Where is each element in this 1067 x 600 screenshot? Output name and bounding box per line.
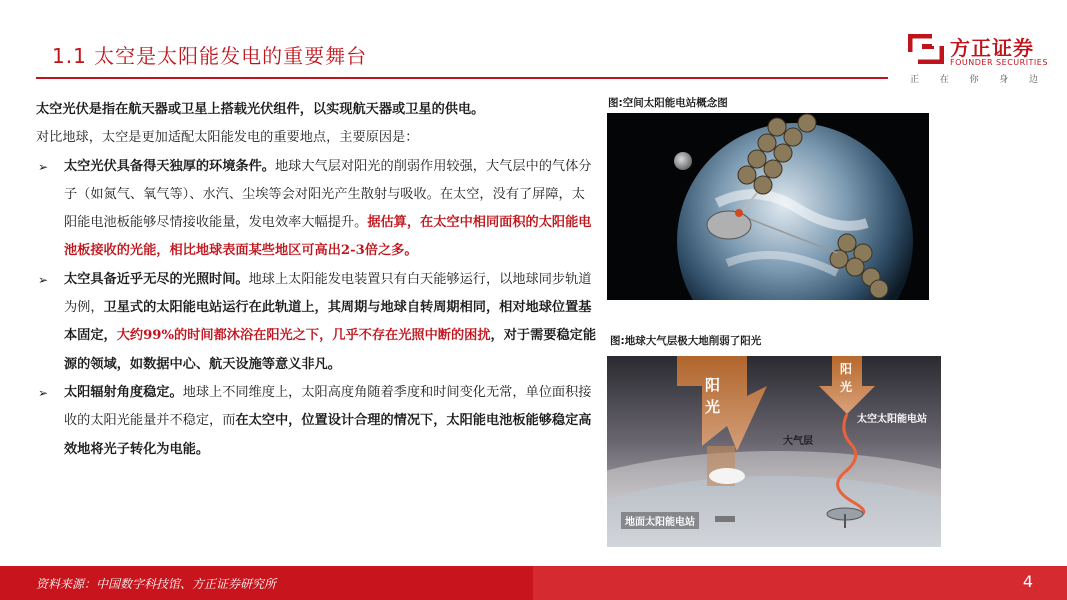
bullet-arrow-icon: ➢ xyxy=(38,385,49,400)
bullet-highlight: 大约99%的时间都沐浴在阳光之下，几乎不存在光照中断的困扰 xyxy=(116,328,491,344)
footer-bar-right xyxy=(533,566,1067,600)
company-logo xyxy=(908,28,1048,88)
bullet-text: 地球上太阳能发电装置只有白天能够运行，以地球同步轨道为例， xyxy=(64,271,592,316)
bullet-environment xyxy=(36,153,598,266)
slogan-char: 身 xyxy=(999,75,1009,85)
space-station-label: 太空太阳能电站 xyxy=(857,414,927,425)
bullet-arrow-icon: ➢ xyxy=(38,159,49,174)
logo-slogan xyxy=(910,72,1038,85)
logo-name-en: FOUNDER SECURITIES xyxy=(950,58,1048,67)
ground-station-label: 地面太阳能电站 xyxy=(621,512,699,529)
bullet-text: 地球上不同维度上，太阳高度角随着季度和时间变化无常，单位面积接收的太阳光能量并不稳定，而 xyxy=(64,384,592,429)
bullet-heading: 太阳辐射角度稳定。 xyxy=(64,384,183,400)
founder-logo-icon xyxy=(908,34,944,64)
source-note: 资料来源：中国数字科技馆、方正证券研究所 xyxy=(36,577,277,591)
bullet-text: 地球大气层对阳光的削弱作用较强，大气层中的气体分子（如氮气、氧气等）、水汽、尘埃等会对阳光产生散射与吸收。在太空，没有了屏障，太阳能电池板能够尽情接收能量，发电效率大幅提升。 xyxy=(64,158,592,231)
space-solar-station-illustration xyxy=(607,113,929,300)
slogan-char: 在 xyxy=(939,75,949,85)
slogan-char: 边 xyxy=(1028,75,1038,85)
page-number: 4 xyxy=(1022,572,1033,591)
bullet-text-end: ，对于需要稳定能源的领域，如数据中心、航天设施等意义非凡。 xyxy=(64,328,597,372)
logo-name-cn: 方正证券 xyxy=(950,36,1034,60)
slogan-char: 正 xyxy=(910,75,920,85)
space-solar-station-image xyxy=(607,113,929,300)
bullet-radiation-angle xyxy=(36,379,598,464)
intro-line-2: 对比地球，太空是更加适配太阳能发电的重要地点，主要原因是： xyxy=(36,130,419,146)
bullet-bold-text: 在太空中，位置设计合理的情况下，太阳能电池板能够稳定高效地将光子转化为电能。 xyxy=(64,413,592,457)
figure-1-caption: 图:空间太阳能电站概念图 xyxy=(608,97,728,109)
title-divider xyxy=(36,77,888,79)
page-title: 1.1 太空是太阳能发电的重要舞台 xyxy=(52,44,368,68)
intro-line-1: 太空光伏是指在航天器或卫星上搭载光伏组件，以实现航天器或卫星的供电。 xyxy=(36,102,485,117)
sunlight-label-right: 阳光 xyxy=(840,362,853,394)
figure-2-caption: 图:地球大气层极大地削弱了阳光 xyxy=(610,335,762,347)
atmosphere-sunlight-diagram xyxy=(607,356,941,547)
bullet-highlight: 据估算，在太空中相同面积的太阳能电池板接收的光能，相比地球表面某些地区可高出2-3倍之多。 xyxy=(64,215,592,259)
bullet-heading: 太空具备近乎无尽的光照时间。 xyxy=(64,271,249,287)
atmosphere-label: 大气层 xyxy=(783,436,813,447)
bullet-sunlight-time xyxy=(36,266,598,379)
bullet-heading: 太空光伏具备得天独厚的环境条件。 xyxy=(64,158,275,174)
main-text xyxy=(36,96,598,464)
bullet-bold-text: 卫星式的太阳能电站运行在此轨道上，其周期与地球自转周期相同，相对地球位置基本固定， xyxy=(64,300,592,344)
sunlight-label-left: 阳光 xyxy=(705,376,721,416)
slogan-char: 你 xyxy=(969,75,979,85)
bullet-arrow-icon: ➢ xyxy=(38,272,49,287)
